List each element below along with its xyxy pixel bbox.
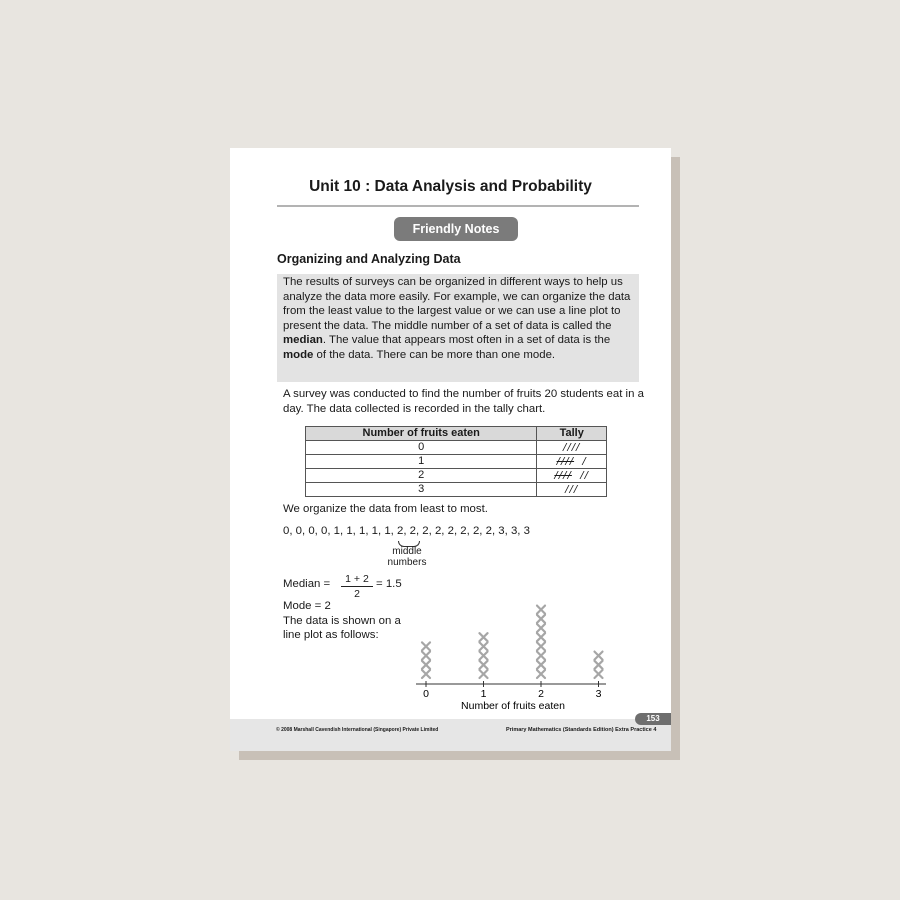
x-mark bbox=[537, 652, 545, 660]
title-divider bbox=[277, 205, 639, 207]
tally-marks: //// // bbox=[537, 469, 607, 483]
lineplot-intro-1: The data is shown on a bbox=[283, 615, 401, 627]
intro-text-2: . The value that appears most often in a set of data is the bbox=[322, 334, 611, 347]
organize-text: We organize the data from least to most. bbox=[283, 503, 488, 515]
tally-marks: //// bbox=[537, 441, 607, 455]
x-mark bbox=[480, 661, 488, 669]
median-term: median bbox=[283, 334, 323, 347]
tick-label: 2 bbox=[538, 688, 544, 700]
intro-text-3: of the data. There can be more than one mode. bbox=[313, 348, 556, 361]
line-plot bbox=[410, 588, 620, 716]
header-tally: Tally bbox=[537, 427, 607, 441]
middle-numbers-label bbox=[382, 546, 432, 568]
survey-description: A survey was conducted to find the number of fruits 20 students eat in a day. The data collected is recorded in the tally chart. bbox=[283, 388, 644, 415]
lineplot-intro-2: line plot as follows: bbox=[283, 629, 379, 641]
mode-line: Mode = 2 bbox=[283, 600, 331, 612]
row-value: 0 bbox=[306, 441, 537, 455]
x-mark bbox=[537, 615, 545, 623]
middle-label-line1: middle bbox=[392, 546, 422, 557]
table-row bbox=[306, 455, 607, 469]
x-mark bbox=[422, 642, 430, 650]
intro-note-box bbox=[277, 274, 639, 382]
row-value: 1 bbox=[306, 455, 537, 469]
tick-label: 0 bbox=[423, 688, 429, 700]
tally-marks: //// / bbox=[537, 455, 607, 469]
x-mark bbox=[480, 652, 488, 660]
x-mark bbox=[480, 633, 488, 641]
tally-marks: /// bbox=[537, 483, 607, 497]
tally-header-row bbox=[306, 427, 607, 441]
x-mark bbox=[537, 642, 545, 650]
page-title: Unit 10 : Data Analysis and Probability bbox=[309, 178, 592, 195]
x-mark bbox=[537, 606, 545, 614]
row-value: 3 bbox=[306, 483, 537, 497]
x-mark bbox=[422, 670, 430, 678]
book-reference: Primary Mathematics (Standards Edition) Extra Practice 4 bbox=[506, 727, 657, 733]
fraction-numerator: 1 + 2 bbox=[345, 573, 369, 585]
row-value: 2 bbox=[306, 469, 537, 483]
tally-table bbox=[305, 426, 607, 497]
page-footer bbox=[230, 719, 671, 751]
x-mark bbox=[595, 670, 603, 678]
median-fraction bbox=[341, 573, 373, 600]
mode-term: mode bbox=[283, 348, 314, 361]
intro-paragraph bbox=[283, 275, 635, 363]
tick-label: 3 bbox=[595, 688, 602, 700]
x-mark bbox=[537, 670, 545, 678]
x-mark bbox=[537, 624, 545, 632]
ordered-data: 0, 0, 0, 0, 1, 1, 1, 1, 1, 2, 2, 2, 2, 2, 2, 2, 2, 3, 3, 3 bbox=[283, 525, 530, 537]
x-mark bbox=[480, 642, 488, 650]
fraction-denominator: 2 bbox=[354, 588, 360, 600]
intro-text-1: The results of surveys can be organized in different ways to help us analyze the data more easily. For example, we can organize the data from the least value to the largest value or we can use a line plot to present the data. The middle number of a set of data is called the bbox=[283, 276, 631, 332]
x-mark bbox=[595, 661, 603, 669]
x-mark bbox=[537, 661, 545, 669]
friendly-notes-badge: Friendly Notes bbox=[394, 217, 518, 241]
workbook-page bbox=[230, 148, 671, 751]
x-mark bbox=[480, 670, 488, 678]
x-axis-label: Number of fruits eaten bbox=[461, 700, 565, 712]
x-mark bbox=[537, 633, 545, 641]
header-number: Number of fruits eaten bbox=[306, 427, 537, 441]
tick-label: 1 bbox=[480, 688, 487, 700]
table-row bbox=[306, 441, 607, 455]
section-heading: Organizing and Analyzing Data bbox=[277, 252, 461, 266]
table-row bbox=[306, 483, 607, 497]
middle-label-line2: numbers bbox=[387, 557, 427, 568]
x-mark bbox=[422, 661, 430, 669]
x-mark bbox=[422, 652, 430, 660]
table-row bbox=[306, 469, 607, 483]
copyright-notice: © 2008 Marshall Cavendish International (Singapore) Private Limited bbox=[276, 727, 439, 733]
page-number: 153 bbox=[635, 713, 671, 725]
x-mark bbox=[595, 652, 603, 660]
median-result: = 1.5 bbox=[376, 578, 402, 590]
median-label: Median = bbox=[283, 578, 331, 590]
fraction-bar bbox=[341, 586, 373, 587]
